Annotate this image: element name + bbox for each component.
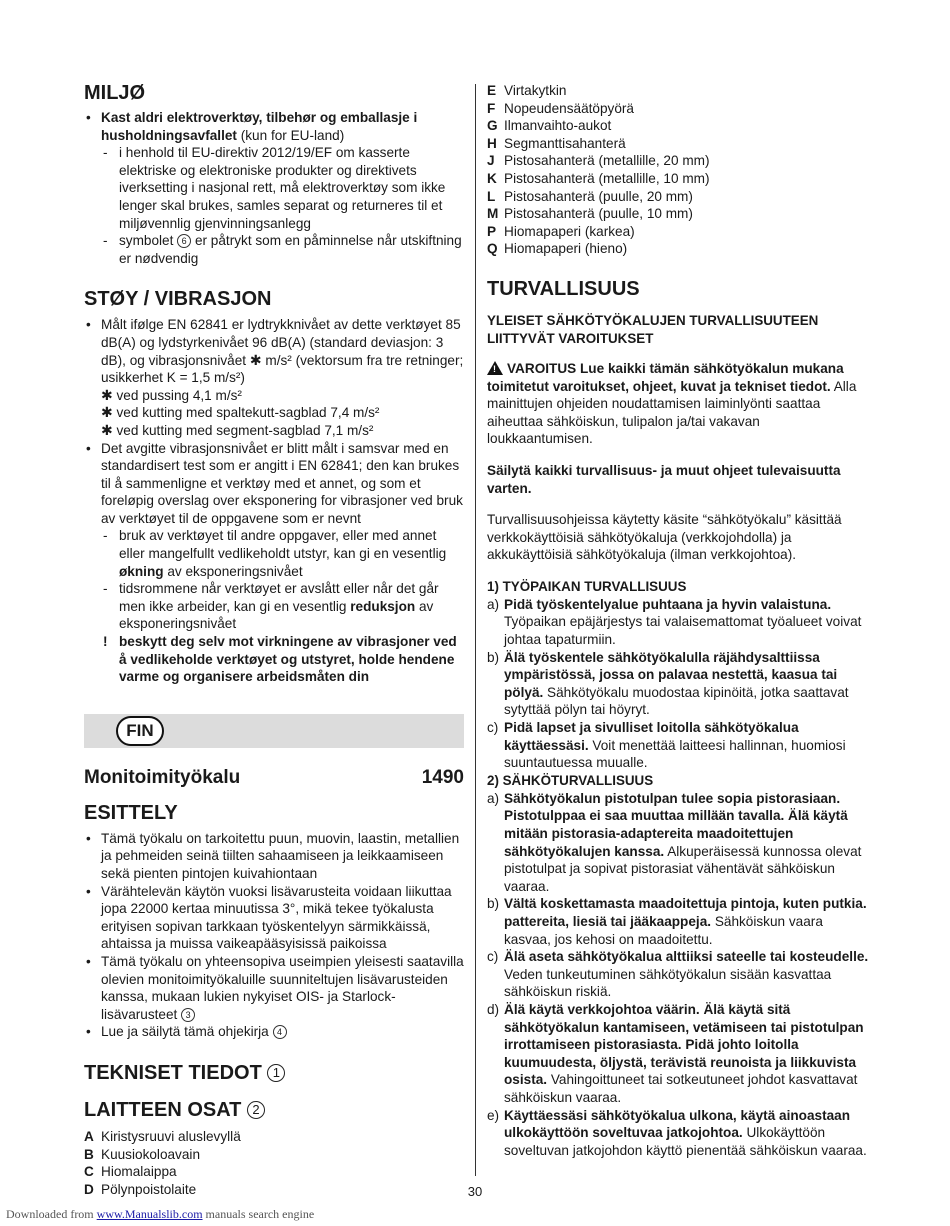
part-key: A (84, 1128, 94, 1144)
item-letter: a) (487, 790, 500, 806)
part-label: Pistosahanterä (metallille, 20 mm) (504, 153, 710, 169)
part-item (84, 1163, 464, 1181)
miljo-dash-1: i henhold til EU-direktiv 2012/19/EF om kasserte elektriske og elektroniske produkter og direktivets iverksetting i nasjonal rett, må elektroverktøy som ikke lenger skal brukes, samles separat og returneres til et miljøvennlig gjenvinningsanlegg (119, 145, 446, 231)
text: Vahingoittuneet tai sotkeutuneet johdot kasvattavat sähköiskun vaaraa. (504, 1072, 858, 1105)
part-label: Hiomapaperi (karkea) (504, 223, 635, 239)
part-item (487, 223, 869, 241)
item-letter: d) (487, 1001, 500, 1017)
text: er påtrykt som en påminnelse når utskiftning er nødvendig (119, 233, 462, 266)
list-item (101, 527, 464, 580)
miljo-list (84, 109, 464, 267)
part-item (487, 240, 869, 258)
vibration-star-icon: ✱ (101, 421, 113, 438)
text: Lue ja säilytä tämä ohjekirja (101, 1024, 273, 1040)
item-letter: a) (487, 596, 500, 612)
stoy-sublist (101, 527, 464, 633)
part-item (487, 100, 869, 118)
esittely-heading: ESITTELY (84, 801, 178, 824)
part-item (487, 82, 869, 100)
warning-triangle-icon: ! (487, 361, 503, 375)
part-item (487, 135, 869, 153)
part-key: M (487, 206, 499, 222)
part-item (487, 152, 869, 170)
product-name: Monitoimityökalu (84, 766, 241, 788)
part-label: Pistosahanterä (puulle, 20 mm) (504, 188, 693, 204)
part-item (84, 1146, 464, 1164)
item-letter: b) (487, 896, 500, 912)
miljo-sublist (101, 144, 464, 267)
part-item (487, 205, 869, 223)
exclamation-icon: ! (103, 634, 108, 650)
list-item (487, 596, 869, 649)
miljo-text: (kun for EU-land) (236, 127, 345, 143)
manualslib-link[interactable]: www.Manualslib.com (96, 1207, 203, 1221)
footer-text: manuals search engine (202, 1207, 315, 1221)
vibration-value-3: ved kutting med segment-sagblad 7,1 m/s² (112, 422, 374, 438)
part-label: Kuusiokoloavain (101, 1146, 200, 1162)
item-letter: e) (487, 1107, 500, 1123)
list-item (84, 1023, 464, 1041)
circled-number-icon: 3 (181, 1008, 195, 1022)
workplace-safety-heading: 1) TYÖPAIKAN TURVALLISUUS (487, 578, 687, 594)
part-label: Ilmanvaihto-aukot (504, 118, 612, 134)
part-item (84, 1128, 464, 1146)
part-label: Hiomalaippa (101, 1164, 177, 1180)
part-label: Virtakytkin (504, 83, 567, 98)
heading-text: TEKNISET TIEDOT (84, 1061, 262, 1084)
list-item (487, 1107, 869, 1160)
bold-text: Pidä lapset ja sivulliset loitolla sähkötyökalua käyttäessäsi. (504, 720, 799, 753)
general-warnings-subheading: YLEISET SÄHKÖTYÖKALUJEN TURVALLISUUTEEN LIITTYVÄT VAROITUKSET (487, 312, 819, 346)
vibration-warning (101, 633, 464, 686)
list-item (84, 953, 464, 1023)
language-badge: FIN (116, 716, 164, 746)
page-number: 30 (467, 1184, 483, 1199)
vibration-star-icon: ✱ (249, 351, 262, 368)
part-key: K (487, 170, 497, 186)
vibration-value-2: ved kutting med spaltekutt-sagblad 7,4 m/s² (112, 405, 380, 421)
part-label: Pistosahanterä (puulle, 10 mm) (504, 206, 693, 222)
text: Tämä työkalu on tarkoitettu puun, muovin, laastin, metallien ja pehmeiden seinä tiilten sahaamiseen ja leikkaamiseen sekä pienten pintojen kuivahiontaan (101, 830, 460, 881)
miljo-heading: MILJØ (84, 82, 146, 104)
electrical-safety-list (487, 790, 869, 1159)
text: Värähtelevän käytön vuoksi lisävarusteita voidaan liikuttaa jopa 22000 kertaa minuutissa 3°, mikä tekee työkalusta erityisen sopivan tarkkaan työskentelyyn särmikkäissä, ahtaissa ja muissa vaikeapääsyisissä paikoissa (101, 883, 452, 952)
list-item (101, 232, 464, 267)
text: beskytt deg selv mot virkningene av vibrasjoner ved å vedlikeholde verktøyet og utstyret, holde hendene varme og organisere arbeidsmåten din (119, 634, 457, 685)
part-key: J (487, 153, 495, 169)
list-item (487, 649, 869, 719)
item-letter: c) (487, 720, 499, 736)
part-key: G (487, 118, 498, 134)
list-item (101, 580, 464, 633)
warning-bold-text: VAROITUS Lue kaikki tämän sähkötyökalun mukana toimitetut varoitukset, ohjeet, kuvat ja tekniset tiedot. (487, 360, 844, 394)
text: Voit menettää laitteesi hallinnan, huomiosi suuntautuessa muualle. (504, 737, 846, 771)
turvallisuus-heading: TURVALLISUUS (487, 277, 640, 300)
part-label: Pölynpoistolaite (101, 1181, 197, 1197)
part-label: Segmanttisahanterä (504, 135, 626, 151)
heading-text: LAITTEEN OSAT (84, 1098, 242, 1121)
vibration-star-icon: ✱ (101, 404, 113, 421)
warning-paragraph (487, 360, 869, 448)
circled-number-icon: 2 (247, 1101, 265, 1119)
tekniset-heading (84, 1060, 464, 1086)
part-key: L (487, 188, 496, 204)
part-item (487, 188, 869, 206)
bold-text: økning (119, 563, 164, 579)
part-item (487, 170, 869, 188)
text: av eksponeringsnivået (163, 563, 303, 579)
text: m/s² (vektorsum fra tre retninger; usikkerhet K = 1,5 m/s²) (101, 352, 464, 386)
bold-text: Käyttäessäsi sähkötyökalua ulkona, käytä ainoastaan ulkokäyttöön soveltuvaa jatkojohtoa. (504, 1107, 851, 1141)
list-item (101, 144, 464, 232)
bold-text: Älä käytä verkkojohtoa väärin. Älä käytä sitä sähkötyökalun kantamiseen, vetämiseen tai pistotulpan irrottamiseen pistorasiasta. Pidä johto loitolla kuumuudesta, öljystä, terävistä reunoista ja liikkuvista osista. (504, 1001, 864, 1088)
stoy-heading: STØY / VIBRASJON (84, 288, 272, 311)
circled-number-icon: 4 (273, 1025, 287, 1039)
part-label: Nopeudensäätöpyörä (504, 100, 634, 116)
right-column (487, 82, 869, 1159)
list-item (487, 719, 869, 772)
list-item (487, 1001, 869, 1107)
parts-list-right (487, 82, 869, 258)
text: bruk av verktøyet til andre oppgaver, eller med annet eller mangelfullt vedlikeholdt utstyr, kan gi en vesentlig (119, 528, 447, 562)
part-key: B (84, 1146, 94, 1162)
vibration-star-icon: ✱ (101, 386, 113, 403)
stoy-list (84, 316, 464, 685)
text: tidsrommene når verktøyet er avslått eller når det går men ikke arbeider, kan gi en vesentlig (119, 581, 439, 614)
part-label: Pistosahanterä (metallille, 10 mm) (504, 170, 710, 186)
item-letter: c) (487, 949, 499, 965)
text: Målt ifølge EN 62841 er lydtrykknivået av dette verktøyet 85 dB(A) og lydstyrkenivået 96 dB(A) (standard deviasjon: 3 dB), og vibrasjonsnivået (101, 317, 461, 368)
definition-paragraph: Turvallisuusohjeissa käytetty käsite “sähkötyökalu” käsittää verkkokäyttöisiä sähkötyökaluja (verkkojohdolla) ja akkukäyttöisiä sähkötyökaluja (ilman verkkojohtoa). (487, 512, 842, 563)
vibration-value-1: ved pussing 4,1 m/s² (112, 387, 242, 403)
part-key: Q (487, 241, 498, 257)
miljo-bold-text: Kast aldri elektroverktøy, tilbehør og emballasje i husholdningsavfallet (101, 110, 418, 143)
save-instructions: Säilytä kaikki turvallisuus- ja muut ohjeet tulevaisuutta varten. (487, 462, 841, 496)
list-item (487, 790, 869, 896)
list-item (84, 440, 464, 686)
warning-text: Alla mainittujen ohjeiden noudattamisen laiminlyönti saattaa aiheuttaa sähköiskun, tulipalon ja/tai vakavan loukkaantumisen. (487, 378, 857, 447)
list-item (487, 895, 869, 948)
item-letter: b) (487, 649, 500, 665)
product-title-row (84, 766, 464, 790)
model-number: 1490 (421, 766, 464, 788)
electrical-safety-heading: 2) SÄHKÖTURVALLISUUS (487, 772, 654, 788)
list-item (84, 109, 464, 267)
list-item (84, 316, 464, 439)
circled-number-icon: 1 (267, 1064, 285, 1082)
bold-text: Sähkötyökalun pistotulpan tulee sopia pistorasiaan. Pistotulppaa ei saa muuttaa millään tavalla. Älä käytä mitään pistorasia-adaptereita maadoitettujen sähkötyökalujen kanssa. (504, 790, 848, 859)
text: Det avgitte vibrasjonsnivået er blitt målt i samsvar med en standardisert test som er angitt i EN 62841; den kan brukes til å sammenligne et verktøy med et annet, og som et foreløpig overslag over eksponering for vibrasjoner ved bruk av verktøyet til de oppgavene som er nevnt (101, 440, 463, 526)
language-bar (84, 714, 464, 748)
circled-number-icon: 6 (177, 234, 191, 248)
text: Alkuperäisessä kunnossa olevat pistotulpat ja sopivat pistorasiat vähentävät sähköiskun vaaraa. (504, 843, 862, 894)
esittely-list (84, 830, 464, 1041)
list-item (84, 830, 464, 883)
text: Työpaikan epäjärjestys tai valaisemattomat työalueet voivat johtaa tapaturmiin. (504, 614, 862, 648)
part-key: D (84, 1181, 94, 1197)
bold-text: reduksjon (350, 598, 416, 614)
part-key: E (487, 83, 497, 98)
bold-text: Pidä työskentelyalue puhtaana ja hyvin valaistuna. (504, 596, 832, 612)
part-label: Hiomapaperi (hieno) (504, 241, 628, 257)
text: av eksponeringsnivået (119, 598, 434, 632)
part-label: Kiristysruuvi aluslevyllä (101, 1128, 241, 1144)
part-key: C (84, 1164, 94, 1180)
footer-text: Downloaded from (6, 1207, 97, 1221)
text: symbolet (119, 233, 178, 249)
osat-heading (84, 1097, 464, 1123)
list-item (487, 948, 869, 1001)
part-key: H (487, 135, 497, 151)
text: Tämä työkalu on yhteensopiva useimpien yleisesti saatavilla olevien monitoimityökaluille suunniteltujen lisävarusteiden kanssa, mukaan lukien nykyiset OIS- ja Starlock-lisävarusteet (101, 953, 464, 1022)
list-item (84, 883, 464, 953)
bold-text: Vältä koskettamasta maadoitettuja pintoja, kuten putkia. pattereita, liesiä tai jääkaappeja. (504, 896, 867, 929)
text: Veden tunkeutuminen sähkötyökalun sisään kasvattaa sähköiskun riskiä. (504, 966, 832, 1000)
text: Ulkokäyttöön soveltuvan jatkojohdon käyttö pienentää sähköiskun vaaraa. (504, 1125, 867, 1158)
part-key: F (487, 100, 496, 116)
bold-text: Älä aseta sähkötyökalua alttiiksi sateelle tai kosteudelle. (504, 949, 869, 965)
text: Sähköiskun vaara kasvaa, jos kehosi on maadoitettu. (504, 913, 823, 947)
part-item (487, 117, 869, 135)
part-key: P (487, 223, 497, 239)
left-column (84, 80, 464, 1198)
column-divider (475, 84, 476, 1176)
workplace-safety-list (487, 596, 869, 772)
text: Sähkötyökalu muodostaa kipinöitä, jotka saattavat sytyttää pölyn tai höyryt. (504, 684, 849, 718)
download-footer (6, 1206, 314, 1224)
bold-text: Älä työskentele sähkötyökalulla räjähdysalttiissa ympäristössä, jossa on palavaa nestettä, kaasua tai pölyä. (504, 649, 838, 700)
